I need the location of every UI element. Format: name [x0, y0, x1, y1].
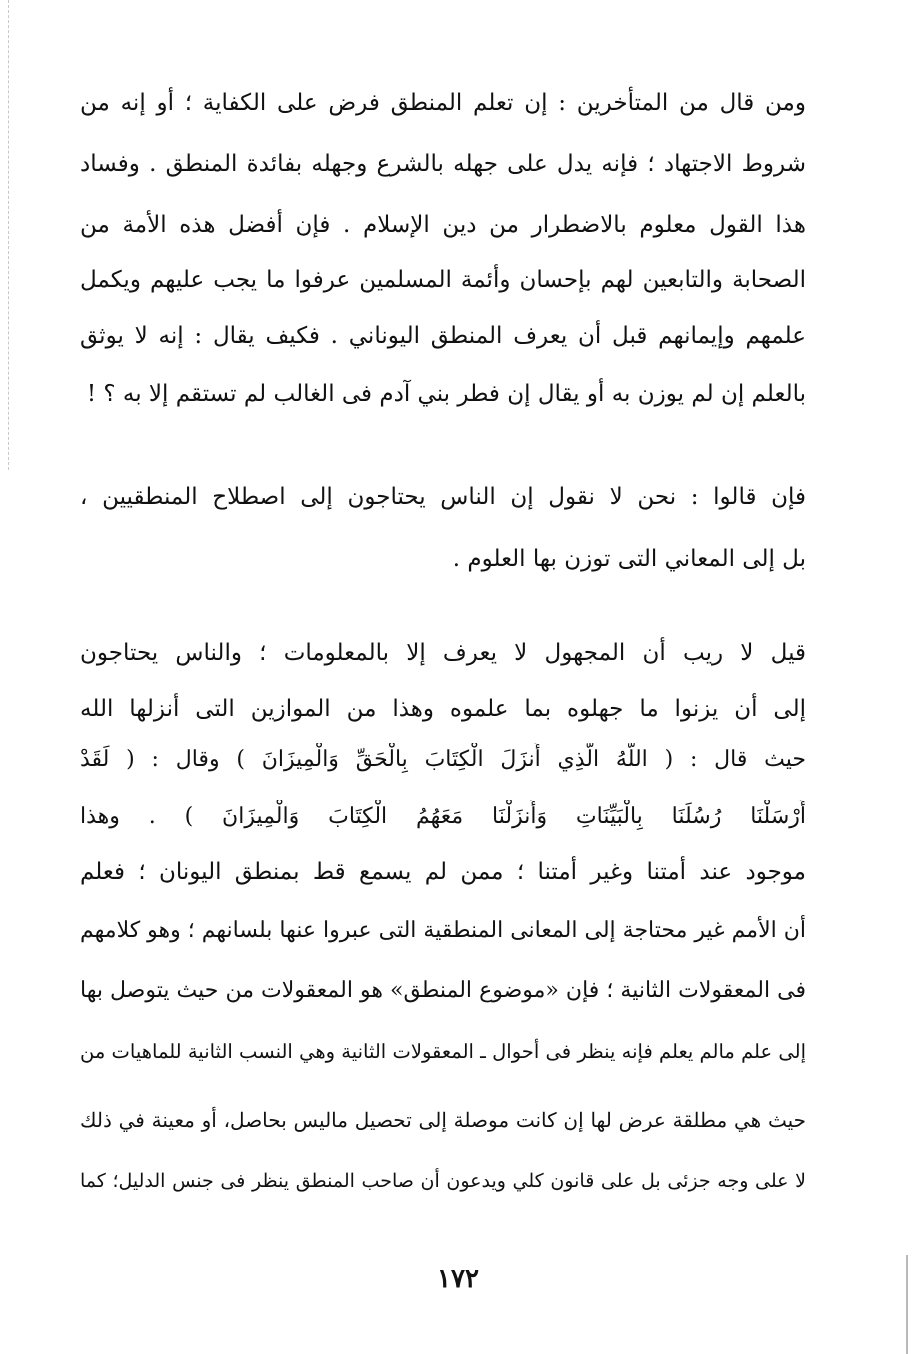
text-line: بالعلم إن لم يوزن به أو يقال إن فطر بني آدم فى الغالب لم تستقم إلا به ؟ !	[86, 381, 806, 407]
text-line: علمهم وإيمانهم قبل أن يعرف المنطق اليوناني . فكيف يقال : إنه لا يوثق	[80, 323, 806, 349]
text-line: ومن قال من المتأخرين : إن تعلم المنطق فرض على الكفاية ؛ أو إنه من	[80, 90, 806, 116]
right-margin-rule	[906, 1255, 908, 1354]
text-line: قيل لا ريب أن المجهول لا يعرف إلا بالمعلومات ؛ والناس يحتاجون	[80, 640, 806, 666]
text-line: بل إلى المعاني التى توزن بها العلوم .	[452, 546, 806, 572]
text-line: هذا القول معلوم بالاضطرار من دين الإسلام . فإن أفضل هذه الأمة من	[80, 212, 806, 238]
left-margin-rule	[8, 0, 9, 470]
text-line: موجود عند أمتنا وغير أمتنا ؛ ممن لم يسمع قط بمنطق اليونان ؛ فعلم	[80, 859, 806, 885]
text-line: أن الأمم غير محتاجة إلى المعانى المنطقية التى عبروا عنها بلسانهم ؛ وهو كلامهم	[80, 918, 806, 943]
text-line: حيث هي مطلقة عرض لها إن كانت موصلة إلى تحصيل ماليس بحاصل، أو معينة في ذلك	[80, 1108, 806, 1132]
text-line: فإن قالوا : نحن لا نقول إن الناس يحتاجون إلى اصطلاح المنطقيين ،	[80, 484, 806, 510]
quran-quote-line: حيث قال : ( اللَّهُ الَّذِي أَنزَلَ الْكِتَابَ بِالْحَقِّ وَالْمِيزَانَ ) وقال : ( لَقَدْ	[80, 747, 806, 772]
text-line: إلى علم مالم يعلم فإنه ينظر فى أحوال ـ المعقولات الثانية وهي النسب الثانية للماهيات من	[80, 1040, 806, 1063]
text-line: فى المعقولات الثانية ؛ فإن «موضوع المنطق» هو المعقولات من حيث يتوصل بها	[80, 978, 806, 1003]
text-line: الصحابة والتابعين لهم بإحسان وأئمة المسلمين عرفوا ما يجب عليهم ويكمل	[80, 267, 806, 293]
quran-quote-line: أَرْسَلْنَا رُسُلَنَا بِالْبَيِّنَاتِ وَأَنزَلْنَا مَعَهُمُ الْكِتَابَ وَالْمِيزَانَ ) . وهذا	[80, 804, 806, 829]
text-line: إلى أن يزنوا ما جهلوه بما علموه وهذا من الموازين التى أنزلها الله	[80, 696, 806, 722]
text-line: لا على وجه جزئى بل على قانون كلي ويدعون أن صاحب المنطق ينظر فى جنس الدليل؛ كما	[80, 1170, 806, 1192]
page-number: ١٧٢	[437, 1264, 479, 1294]
text-line: شروط الاجتهاد ؛ فإنه يدل على جهله بالشرع وجهله بفائدة المنطق . وفساد	[80, 151, 806, 177]
